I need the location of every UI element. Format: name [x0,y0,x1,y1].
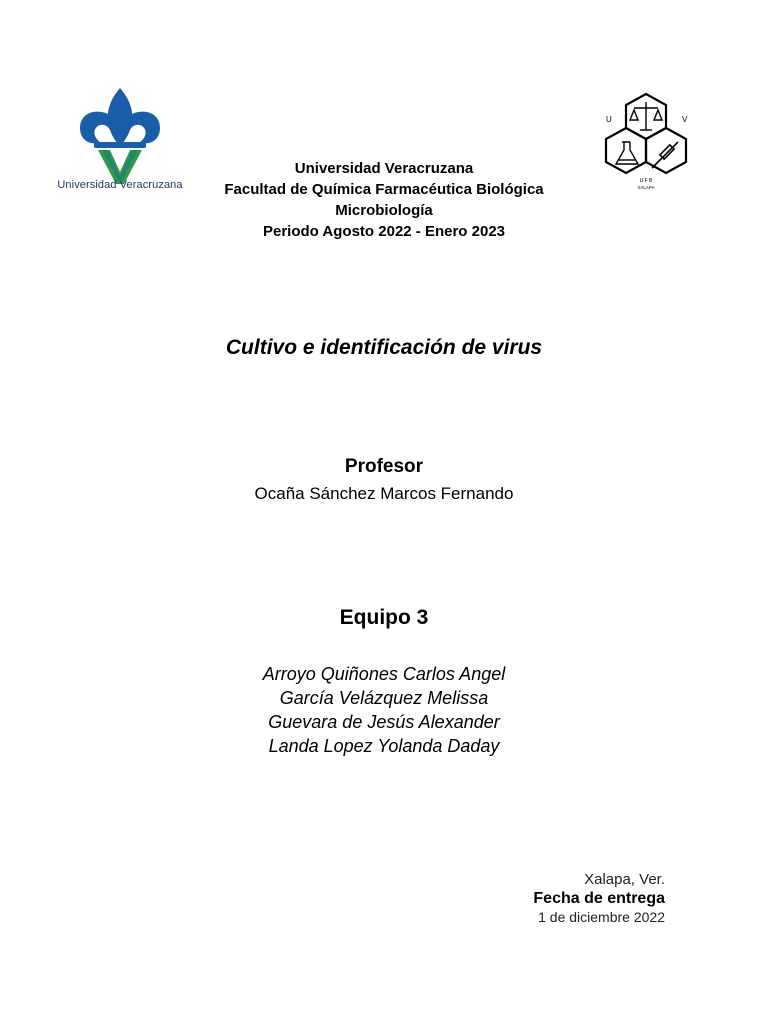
city: Xalapa, Ver. [584,871,665,888]
document-title: Cultivo e identificación de virus [225,336,543,359]
course-name: Microbiología [335,202,433,219]
delivery-date: 1 de diciembre 2022 [538,909,665,925]
seal-letter-u: U [606,115,612,124]
seal-city-text: XALAPA [637,185,655,190]
university-name: Universidad Veracruzana [294,160,474,177]
delivery-date-label: Fecha de entrega [533,890,665,907]
team-label: Equipo 3 [339,606,429,629]
team-member: Landa Lopez Yolanda Daday [268,736,500,756]
team-member: Arroyo Quiñones Carlos Angel [262,664,506,684]
profesor-label: Profesor [344,456,424,477]
profesor-name: Ocaña Sánchez Marcos Fernando [254,484,514,503]
seal-bottom-text: U F B [639,178,653,184]
period: Periodo Agosto 2022 - Enero 2023 [262,223,506,240]
team-member: Guevara de Jesús Alexander [268,712,500,732]
logo-caption: Universidad Veracruzana [57,179,183,191]
seal-letter-v: V [682,115,688,124]
faculty-name: Facultad de Química Farmacéutica Biológica [224,181,544,198]
team-member: García Velázquez Melissa [279,688,489,708]
